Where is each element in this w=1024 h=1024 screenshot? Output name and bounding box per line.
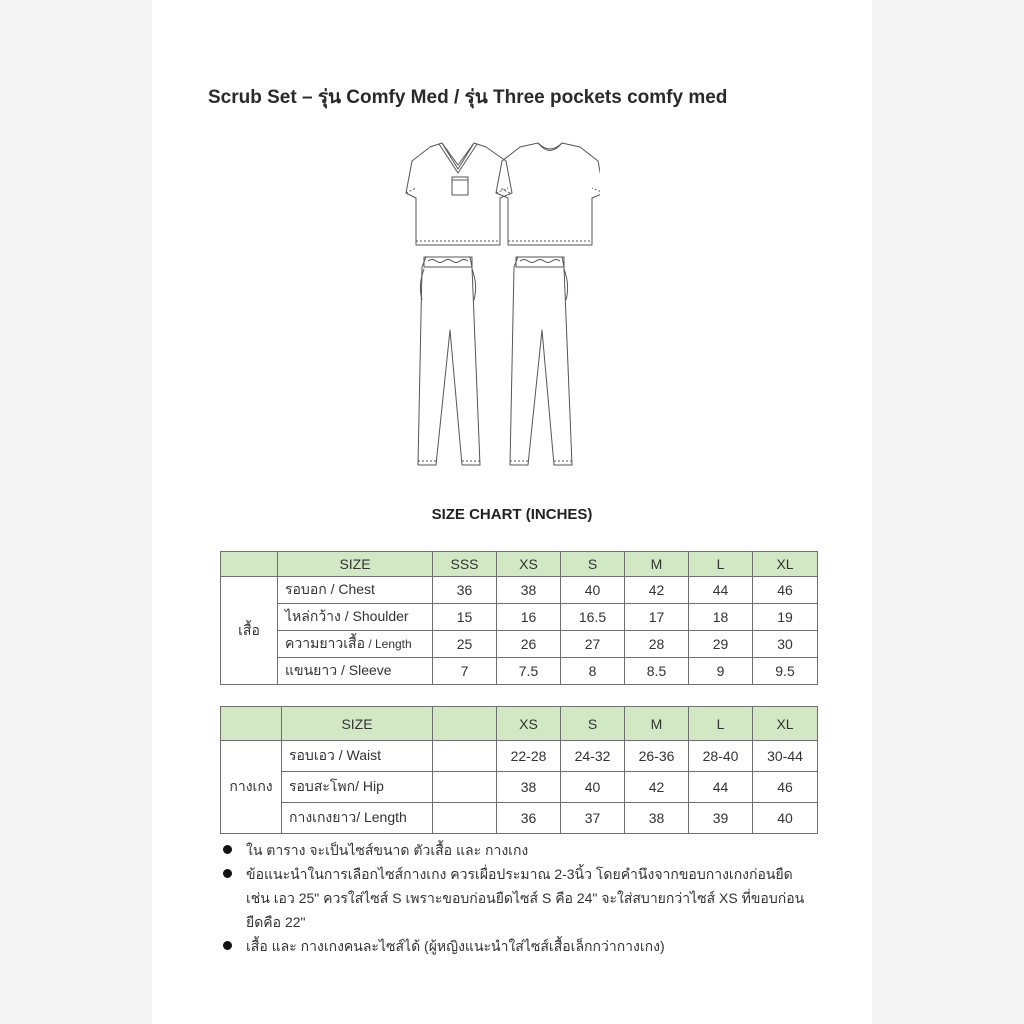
notes-list: [220, 838, 820, 958]
row-label: รอบเอว / Waist: [282, 741, 433, 772]
table-cell: 38: [497, 772, 561, 803]
table-cell: 37: [561, 803, 625, 834]
table-cell: 39: [689, 803, 753, 834]
header-cell: M: [625, 707, 689, 741]
header-cell: L: [689, 552, 753, 577]
table-cell: 22-28: [497, 741, 561, 772]
header-cell: SIZE: [282, 707, 433, 741]
table-row: [221, 604, 818, 631]
header-blank-cell: [221, 707, 282, 741]
table-cell: 8: [561, 658, 625, 685]
header-cell: XS: [497, 707, 561, 741]
table-cell: 30-44: [753, 741, 818, 772]
table-cell: 30: [753, 631, 818, 658]
header-cell: S: [561, 552, 625, 577]
table-cell: 40: [561, 772, 625, 803]
table-cell: 25: [433, 631, 497, 658]
table-cell: 9.5: [753, 658, 818, 685]
table-cell: 40: [753, 803, 818, 834]
table-cell: 7: [433, 658, 497, 685]
header-cell: XL: [753, 552, 818, 577]
pants-front-drawing: [418, 257, 480, 465]
table-row: [221, 658, 818, 685]
row-label-suffix: / Length: [364, 637, 412, 651]
table-cell: 38: [497, 577, 561, 604]
note-line: เสื้อ และ กางเกงคนละไซส์ได้ (ผู้หญิงแนะนำใส่ไซส์เสื้อเล็กกว่ากางเกง): [246, 938, 665, 954]
note-line: ข้อแนะนำในการเลือกไซส์กางเกง ควรเผื่อประมาณ 2-3นิ้ว โดยคำนึงจากขอบกางเกงก่อนยืด: [246, 866, 793, 882]
table-cell: 44: [689, 577, 753, 604]
table-cell: 28-40: [689, 741, 753, 772]
table-cell: 16.5: [561, 604, 625, 631]
group-label-pants: กางเกง: [221, 741, 282, 834]
table-cell: 24-32: [561, 741, 625, 772]
table-cell: 7.5: [497, 658, 561, 685]
size-chart-title: SIZE CHART (INCHES): [431, 506, 593, 523]
table-cell: 42: [625, 772, 689, 803]
table-row: [221, 631, 818, 658]
row-label: แขนยาว / Sleeve: [278, 658, 433, 685]
header-cell: XS: [497, 552, 561, 577]
table-row: [221, 741, 818, 772]
table-cell: 46: [753, 772, 818, 803]
table-cell: 26: [497, 631, 561, 658]
table-cell: 17: [625, 604, 689, 631]
table-cell: 28: [625, 631, 689, 658]
header-cell: SSS: [433, 552, 497, 577]
note-line: ใน ตาราง จะเป็นไซส์ขนาด ตัวเสื้อ และ กางเกง: [246, 842, 529, 858]
row-label: รอบสะโพก/ Hip: [282, 772, 433, 803]
scrub-set-illustration: [400, 135, 600, 470]
header-cell: S: [561, 707, 625, 741]
row-label: [278, 631, 433, 658]
note-item: [220, 934, 820, 958]
table-cell: [433, 741, 497, 772]
row-label: รอบอก / Chest: [278, 577, 433, 604]
table-cell: 26-36: [625, 741, 689, 772]
table-cell: 15: [433, 604, 497, 631]
row-label: ไหล่กว้าง / Shoulder: [278, 604, 433, 631]
table-cell: 18: [689, 604, 753, 631]
shirt-size-table: [220, 551, 818, 685]
table-cell: 16: [497, 604, 561, 631]
table-cell: 46: [753, 577, 818, 604]
bullet-icon: [223, 845, 232, 854]
table-cell: 36: [497, 803, 561, 834]
table-cell: 8.5: [625, 658, 689, 685]
row-label-main: ความยาวเสื้อ: [285, 635, 365, 651]
header-cell: XL: [753, 707, 818, 741]
group-label-shirt: เสื้อ: [221, 577, 278, 685]
top-front-drawing: [406, 143, 512, 245]
note-line: เช่น เอว 25" ควรใส่ไซส์ S เพราะขอบก่อนยืดไซส์ S คือ 24" จะใส่สบายกว่าไซส์ XS ที่ขอบก่อน: [246, 890, 805, 906]
table-header-row: [221, 552, 818, 577]
table-cell: 9: [689, 658, 753, 685]
table-row: [221, 803, 818, 834]
table-cell: [433, 803, 497, 834]
header-cell: SIZE: [278, 552, 433, 577]
pants-back-drawing: [510, 257, 572, 465]
table-header-row: [221, 707, 818, 741]
note-item: [220, 838, 820, 862]
table-cell: 19: [753, 604, 818, 631]
row-label: กางเกงยาว/ Length: [282, 803, 433, 834]
bullet-icon: [223, 869, 232, 878]
note-line: ยืดคือ 22": [246, 914, 306, 930]
table-cell: 40: [561, 577, 625, 604]
pants-size-table: [220, 706, 818, 834]
table-row: [221, 577, 818, 604]
note-item: [220, 862, 820, 934]
table-cell: 36: [433, 577, 497, 604]
header-cell: [433, 707, 497, 741]
table-cell: 44: [689, 772, 753, 803]
top-back-drawing: [496, 143, 600, 245]
table-cell: 38: [625, 803, 689, 834]
header-blank-cell: [221, 552, 278, 577]
table-cell: [433, 772, 497, 803]
table-cell: 42: [625, 577, 689, 604]
header-cell: M: [625, 552, 689, 577]
page-title: Scrub Set – รุ่น Comfy Med / รุ่น Three pockets comfy med: [208, 87, 728, 108]
table-row: [221, 772, 818, 803]
table-cell: 27: [561, 631, 625, 658]
bullet-icon: [223, 941, 232, 950]
header-cell: L: [689, 707, 753, 741]
table-cell: 29: [689, 631, 753, 658]
